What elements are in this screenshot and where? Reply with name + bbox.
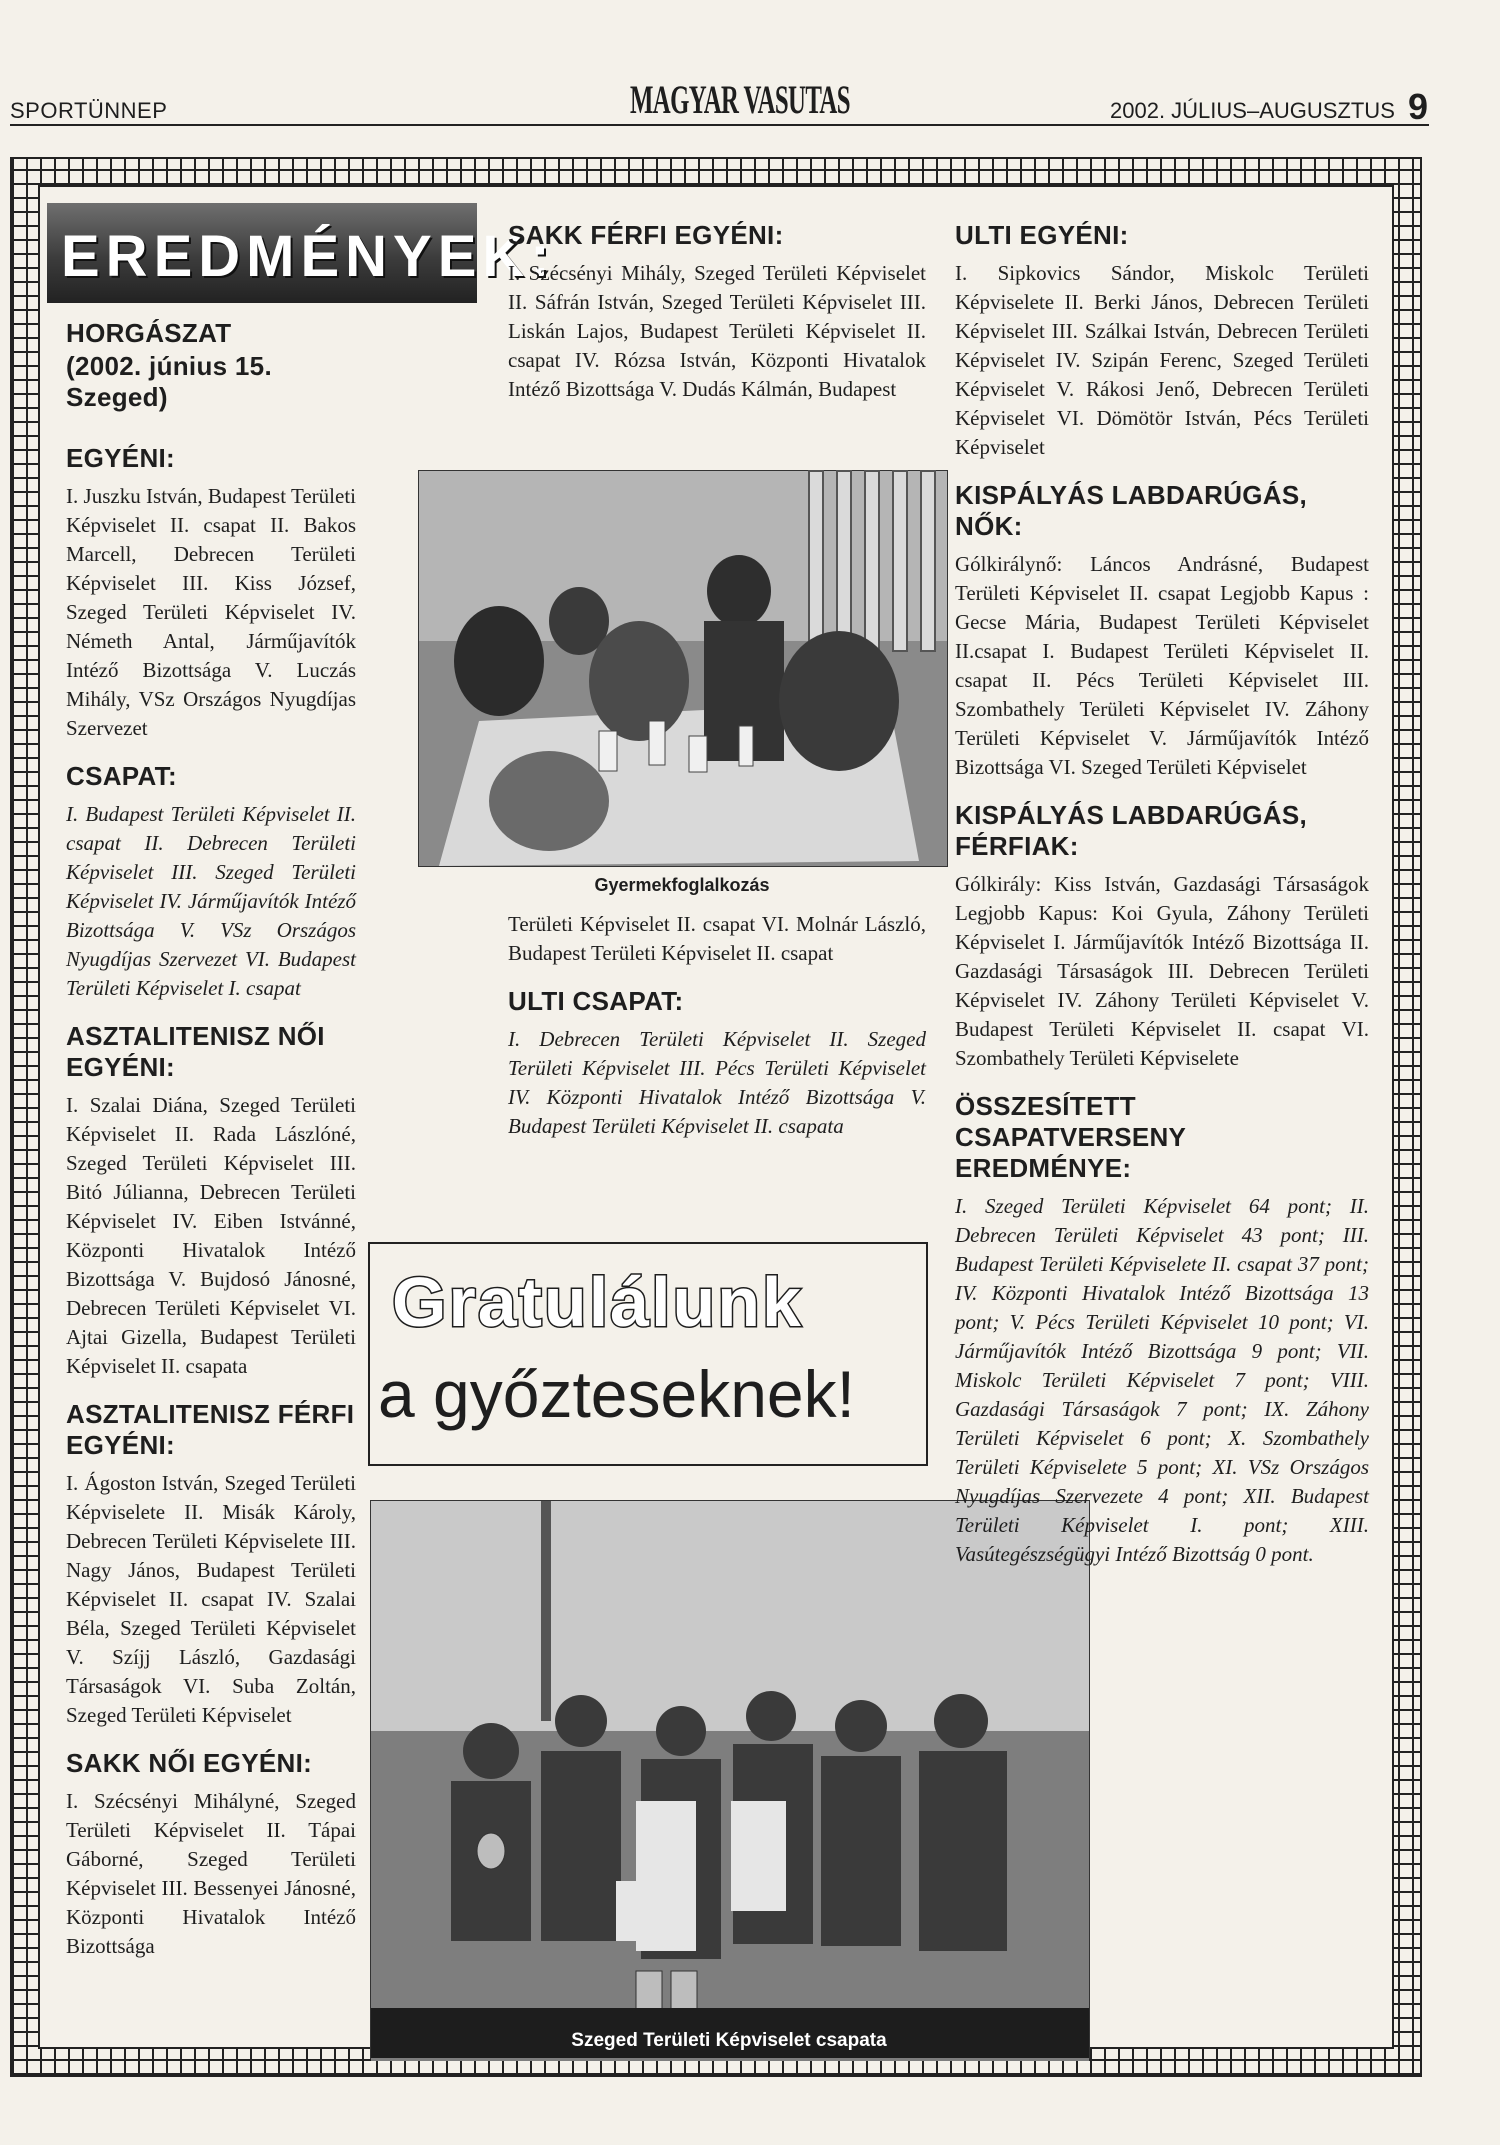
congratulations-box <box>368 1242 928 1466</box>
kispalyas-ferfi-results: Gólkirály: Kiss István, Gazdasági Társaságok Legjobb Kapus: Koi Gyula, Záhony Területi Képviselet I. Járműjavítók Intéző Bizottsága II. Gazdasági Társaságok III. Debrecen Területi Képviselet IV. Záhony Területi Képviselet V. Budapest Területi Képviselet II. csapat VI. Szombathely Területi Képviselete <box>955 872 1369 1070</box>
section-name: SPORTÜNNEP <box>10 98 168 123</box>
kispalyas-ferfi-heading: KISPÁLYÁS LABDARÚGÁS, FÉRFIAK: <box>955 800 1308 861</box>
column-left <box>66 200 356 1961</box>
sakk-noi-results: I. Szécsényi Mihályné, Szeged Területi Képviselet II. Tápai Gáborné, Szeged Területi Képviselet III. Bessenyei Jánosné, Központi Hivatalok Intéző Bizottsága <box>66 1789 356 1958</box>
egyeni-results: I. Juszku István, Budapest Területi Képviselet II. csapat II. Bakos Marcell, Debrecen Területi Képviselet III. Kiss József, Szeged Területi Képviselet IV. Németh Antal, Járműjavítók Intéző Bizottsága V. Luczás Mihály, VSz Országos Nyugdíjas Szervezet <box>66 484 356 740</box>
asztalitenisz-noi-results: I. Szalai Diána, Szeged Területi Képviselet II. Rada Lászlóné, Szeged Területi Képviselet III. Bitó Júlianna, Debrecen Területi Képviselet IV. Eiben Istvánné, Központi Hivatalok Intéző Bizottsága V. Bujdosó Jánosné, Debrecen Területi Képviselet VI. Ajtai Gizella, Budapest Területi Képviselet II. csapata <box>66 1093 356 1378</box>
page-number: 9 <box>1408 86 1429 127</box>
photo-team-caption: Szeged Területi Képviselet csapata <box>571 2030 887 2051</box>
asztalitenisz-ferfi-results: I. Ágoston István, Szeged Területi Képviselete II. Misák Károly, Debrecen Területi Képviselete III. Nagy János, Budapest Területi Képviselet II. csapat IV. Szalai Béla, Szeged Területi Képviselet V. Szíjj László, Gazdasági Társaságok VI. Suba Zoltán, Szeged Területi Képviselet <box>66 1471 356 1727</box>
column-middle-continued <box>508 910 926 1141</box>
ulti-egyeni-results: I. Sipkovics Sándor, Miskolc Területi Képviselete II. Berki János, Debrecen Területi Képviselet III. Szálkai István, Debrecen Területi Képviselet IV. Szipán Ferenc, Szeged Területi Képviselet V. Rákosi Jenő, Debrecen Területi Képviselet VI. Dömötör István, Pécs Területi Képviselet <box>955 261 1369 459</box>
ulti-egyeni-heading: ULTI EGYÉNI: <box>955 220 1129 250</box>
column-right <box>955 210 1369 1569</box>
congratulations-line-2: a győzteseknek! <box>378 1357 855 1431</box>
photo-children-caption: Gyermekfoglalkozás <box>594 875 770 895</box>
results-banner-title: EREDMÉNYEK: <box>61 224 556 289</box>
masthead-logo: MAGYAR VASUTAS <box>630 77 850 122</box>
sakk-ferfi-results: I. Szécsényi Mihály, Szeged Területi Képviselet II. Sáfrán István, Szeged Területi Képviselet III. Liskán Lajos, Budapest Területi Képviselet II. csapat IV. Rózsa István, Központi Hivatalok Intéző Bizottsága V. Dudás Kálmán, Budapest <box>508 261 926 401</box>
ulti-csapat-heading: ULTI CSAPAT: <box>508 986 684 1016</box>
osszesitett-heading: ÖSSZESÍTETT CSAPATVERSENY EREDMÉNYE: <box>955 1091 1186 1183</box>
page-header <box>10 70 1429 127</box>
horgaszat-heading: HORGÁSZAT <box>66 318 232 348</box>
photo-children-activity-image <box>419 471 947 866</box>
horgaszat-subheading: (2002. június 15. Szeged) <box>66 351 272 412</box>
sakk-noi-heading: SAKK NŐI EGYÉNI: <box>66 1748 313 1778</box>
photo-children-activity <box>418 470 948 867</box>
csapat-results: I. Budapest Területi Képviselet II. csapat II. Debrecen Területi Képviselet III. Szeged Területi Képviselet IV. Járműjavítók Intéző Bizottsága V. VSz Országos Nyugdíjas Szervezet VI. Budapest Területi Képviselet I. csapat <box>66 802 356 1000</box>
column-middle <box>508 210 926 404</box>
osszesitett-results: I. Szeged Területi Képviselet 64 pont; II. Debrecen Területi Képviselet 43 pont; III. Budapest Területi Képviselete II. csapat 37 pont; IV. Központi Hivatalok Intéző Bizottsága 13 pont; V. Pécs Területi Képviselet 10 pont; VI. Járműjavítók Intéző Bizottsága 9 pont; VII. Miskolc Területi Képviselet 7 pont; VIII. Gazdasági Társaságok 7 pont; IX. Záhony Területi Képviselet 6 pont; X. Szombathely Területi Képviselete 5 pont; XI. VSz Országos Nyugdíjas Szervezete 4 pont; XII. Budapest Területi Képviselet I. pont; XIII. Vasútegészségügyi Intéző Bizottság 0 pont. <box>955 1194 1369 1566</box>
issue-date: 2002. JÚLIUS–AUGUSZTUS <box>1110 98 1395 123</box>
sakk-ferfi-results-cont: Területi Képviselet II. csapat VI. Molnár László, Budapest Területi Képviselet II. csapat <box>508 912 926 965</box>
photo-szeged-team <box>370 1500 1090 2059</box>
asztalitenisz-noi-heading: ASZTALITENISZ NŐI EGYÉNI: <box>66 1021 325 1082</box>
kispalyas-nok-results: Gólkirálynő: Láncos Andrásné, Budapest Területi Képviselet II. csapat Legjobb Kapus : Gecse Mária, Budapest Területi Képviselet II.csapat I. Budapest Területi Képviselet II. csapat II. Pécs Területi Képviselet III. Szombathely Területi Képviselet IV. Záhony Területi Képviselet V. Járműjavítók Intéző Bizottsága VI. Szeged Területi Képviselet <box>955 552 1369 779</box>
ulti-csapat-results: I. Debrecen Területi Képviselet II. Szeged Területi Képviselet III. Pécs Területi Képviselet IV. Központi Hivatalok Intéző Bizottsága V. Budapest Területi Képviselet II. csapata <box>508 1027 926 1138</box>
congratulations-line-1: Gratulálunk <box>392 1263 803 1341</box>
photo-szeged-team-image <box>371 1501 1089 2058</box>
asztalitenisz-ferfi-heading: ASZTALITENISZ FÉRFI EGYÉNI: <box>66 1399 355 1460</box>
kispalyas-nok-heading: KISPÁLYÁS LABDARÚGÁS, NŐK: <box>955 480 1308 541</box>
csapat-heading: CSAPAT: <box>66 761 177 791</box>
header-rule <box>10 124 1429 126</box>
sakk-ferfi-heading: SAKK FÉRFI EGYÉNI: <box>508 220 784 250</box>
egyeni-heading: EGYÉNI: <box>66 443 176 473</box>
